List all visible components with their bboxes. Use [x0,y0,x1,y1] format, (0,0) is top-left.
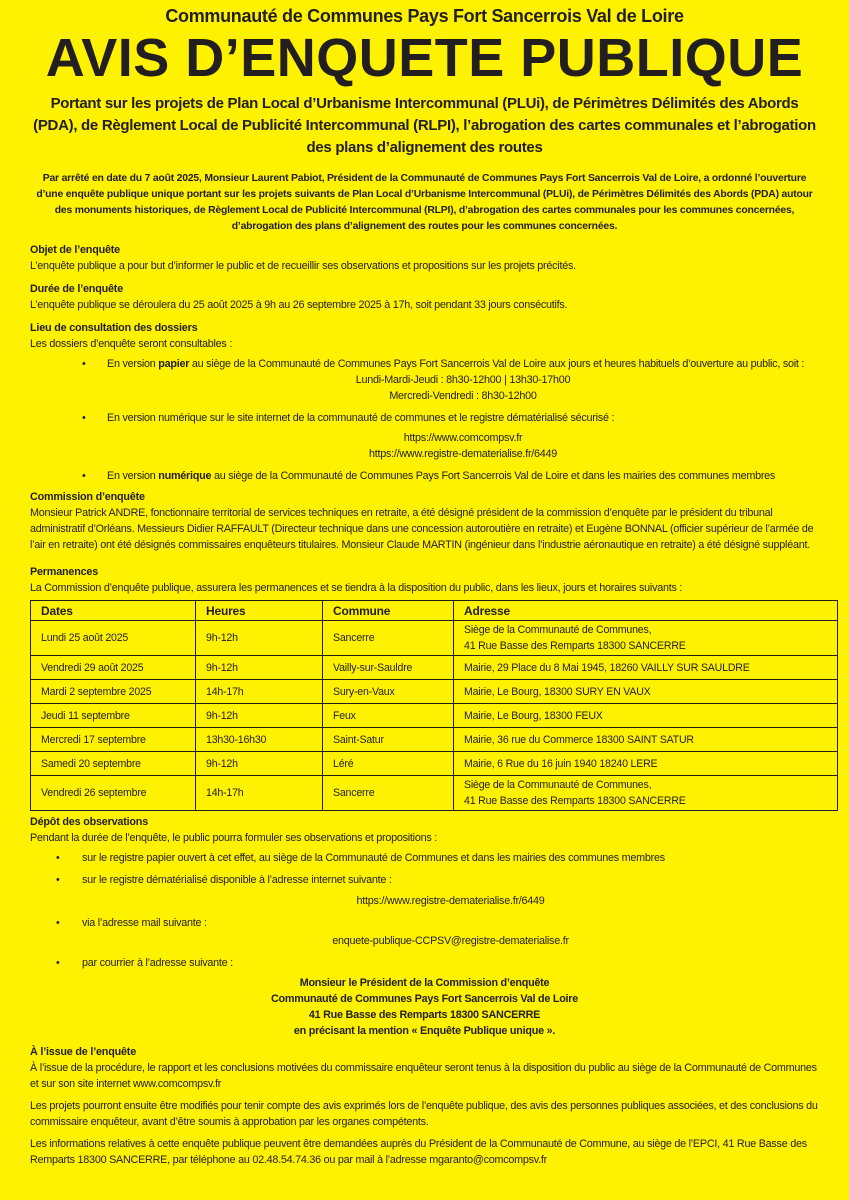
commune-cell: Vailly-sur-Sauldre [323,656,454,680]
section-heading: Durée de l’enquête [30,283,123,295]
notice-title: AVIS D’ENQUETE PUBLIQUE [45,28,804,88]
address-cell [454,728,838,752]
postal-address-line: 41 Rue Basse des Remparts 18300 SANCERRE [308,1009,541,1021]
section-text: Monsieur Patrick ANDRE, fonctionnaire territorial de services techniques en retraite, a été désigné président de la commission d’enquête par le président du tribunal administratif d’Orléans. Messieurs Didier RAFFAULT (Directeur technique dans une concession autoroutière en retraite) et Eugène BONNAL (officier supérieur de l’armée de l’air en retraite) ont été désignés commissaires enquêteurs titulaires. Monsieur Claude MARTIN (ingénieur dans l’industrie aéronautique en retraite) a été désigné suppléant. [30,507,814,551]
section-heading: Lieu de consultation des dossiers [30,322,198,334]
address-line: 41 Rue Basse des Remparts 18300 SANCERRE [464,640,686,652]
hours-cell: 9h-12h [196,621,323,656]
hours-cell: 13h30-16h30 [196,728,323,752]
intro-paragraph: Par arrêté en date du 7 août 2025, Monsieur Laurent Pabiot, Président de la Communauté de Communes Pays Fort Sancerrois Val de Loire, a ordonné l’ouverture d’une enquête publique unique portant sur les projets suivants de Plan Local d’Urbanisme Intercommunal (PLUi), de Périmètres Délimités des Abords (PDA) autour des monuments historiques, de Règlement Local de Publicité Intercommunal (RLPI), d’abrogation des cartes communales pour les communes concernées, d’abrogation des plans d’alignement des routes pour les communes concernées. [36,173,813,232]
table-row [31,752,838,776]
website-link[interactable]: https://www.comcompsv.fr [403,432,523,444]
section-lieu [30,321,819,484]
list-item [30,915,819,949]
hours-cell: 14h-17h [196,776,323,811]
text: par courrier à l’adresse suivante : [82,957,233,969]
text: En version [107,470,159,482]
column-header: Heures [196,601,323,621]
hours-cell: 9h-12h [196,656,323,680]
address-line: Siège de la Communauté de Communes, [464,624,652,636]
postal-address-line: Monsieur le Président de la Commission d’enquête [299,977,550,989]
hours-cell: 14h-17h [196,680,323,704]
opening-hours: Mercredi-Vendredi : 8h30-12h00 [389,390,537,402]
section-text: Les dossiers d’enquête seront consultables : [30,338,233,350]
commune-cell: Sancerre [323,776,454,811]
postal-address-line: en précisant la mention « Enquête Publique unique ». [293,1025,556,1037]
section-text: Les projets pourront ensuite être modifiés pour tenir compte des avis exprimés lors de l’enquête publique, des avis des personnes publiques associées, et des conclusions du commissaire enquêteur, avant d’être soumis à approbation par les organes compétents. [30,1100,818,1128]
registry-link[interactable]: https://www.registre-dematerialise.fr/6449 [368,448,558,460]
section-duree [30,282,819,313]
address-line: Mairie, Le Bourg, 18300 SURY EN VAUX [464,685,651,698]
text: sur le registre dématérialisé disponible à l’adresse internet suivante : [82,874,392,886]
section-text: À l’issue de la procédure, le rapport et les conclusions motivées du commissaire enquêteur seront tenus à la disposition du public au siège de la Communauté de Communes et sur son site internet www.comcompsv.fr [30,1062,817,1090]
section-text: L’enquête publique se déroulera du 25 août 2025 à 9h au 26 septembre 2025 à 17h, soit pendant 33 jours consécutifs. [30,299,568,311]
bullet-icon: • [82,358,86,370]
bullet-icon: • [56,852,60,864]
list-item [30,955,819,1039]
bullet-icon: • [56,874,60,886]
bullet-icon: • [56,917,60,929]
section-permanences [30,565,819,811]
section-issue [30,1045,819,1168]
table-row [31,728,838,752]
bullet-icon: • [82,470,86,482]
hours-cell: 9h-12h [196,752,323,776]
table-row [31,680,838,704]
section-commission [30,490,819,553]
address-line: Siège de la Communauté de Communes, [464,779,652,791]
section-text: Les informations relatives à cette enquête publique peuvent être demandées auprès du Président de la Communauté de Commune, au siège de l’EPCI, 41 Rue Basse des Remparts 18300 SANCERRE, par téléphone au 02.48.54.74.36 ou par mail à l’adresse mgaranto@comcompsv.fr [30,1138,807,1166]
column-header: Dates [31,601,196,621]
list-item [30,872,819,909]
text: au siège de la Communauté de Communes Pays Fort Sancerrois Val de Loire aux jours et heures habituels d’ouverture au public, soit : [189,358,805,370]
section-text: Pendant la durée de l’enquête, le public pourra formuler ses observations et propositions : [30,832,437,844]
section-heading: Commission d’enquête [30,491,145,503]
list-item [30,410,819,462]
section-heading: À l’issue de l’enquête [30,1046,136,1058]
text-bold: numérique [158,470,212,482]
opening-hours: Lundi-Mardi-Jeudi : 8h30-12h00 | 13h30-17h00 [355,374,571,386]
column-header: Adresse [454,601,838,621]
table-row [31,776,838,811]
organization-name: Communauté de Communes Pays Fort Sancerrois Val de Loire [165,6,684,26]
table-row [31,621,838,656]
address-line: 41 Rue Basse des Remparts 18300 SANCERRE [464,795,686,807]
commune-cell: Feux [323,704,454,728]
address-line: Mairie, 29 Place du 8 Mai 1945, 18260 VAILLY SUR SAULDRE [464,661,750,674]
bullet-icon: • [82,412,86,424]
registry-link[interactable]: https://www.registre-dematerialise.fr/6449 [356,895,545,907]
address-cell [454,752,838,776]
section-heading: Permanences [30,566,99,578]
address-cell [454,656,838,680]
section-text: L’enquête publique a pour but d’informer le public et de recueillir ses observations et propositions sur les projets précités. [30,260,576,272]
commune-cell: Léré [323,752,454,776]
address-cell [454,621,838,656]
email-link[interactable]: enquete-publique-CCPSV@registre-dematerialise.fr [332,935,569,947]
text: En version [107,358,159,370]
date-cell: Lundi 25 août 2025 [31,621,196,656]
bullet-icon: • [56,957,60,969]
permanences-table [30,600,838,811]
date-cell: Vendredi 26 septembre [31,776,196,811]
address-line: Mairie, 36 rue du Commerce 18300 SAINT SATUR [464,733,694,746]
list-item [30,356,819,404]
address-cell [454,776,838,811]
address-cell [454,704,838,728]
text: au siège de la Communauté de Communes Pays Fort Sancerrois Val de Loire et dans les mairies des communes membres [211,470,776,482]
text: via l’adresse mail suivante : [82,917,207,929]
date-cell: Vendredi 29 août 2025 [31,656,196,680]
section-objet [30,243,819,274]
address-line: Mairie, 6 Rue du 16 juin 1940 18240 LERE [464,757,658,770]
commune-cell: Sancerre [323,621,454,656]
date-cell: Samedi 20 septembre [31,752,196,776]
section-heading: Objet de l’enquête [30,244,120,256]
text: sur le registre papier ouvert à cet effet, au siège de la Communauté de Communes et dans les mairies des communes membres [82,852,665,864]
text: En version numérique sur le site internet de la communauté de communes et le registre dématérialisé sécurisé : [107,412,615,424]
table-row [31,704,838,728]
section-text: La Commission d’enquête publique, assurera les permanences et se tiendra à la disposition du public, dans les lieux, jours et horaires suivants : [30,582,683,594]
date-cell: Jeudi 11 septembre [31,704,196,728]
commune-cell: Sury-en-Vaux [323,680,454,704]
list-item [30,850,819,866]
notice-subtitle: Portant sur les projets de Plan Local d’Urbanisme Intercommunal (PLUi), de Périmètres Délimités des Abords (PDA), de Règlement Local de Publicité Intercommunal (RLPI), l’abrogation des cartes communales et l’abrogation des plans d’alignement des routes [33,95,816,156]
column-header: Commune [323,601,454,621]
date-cell: Mercredi 17 septembre [31,728,196,752]
section-heading: Dépôt des observations [30,816,148,828]
text-bold: papier [158,358,190,370]
hours-cell: 9h-12h [196,704,323,728]
section-depot [30,815,819,1039]
postal-address-line: Communauté de Communes Pays Fort Sancerrois Val de Loire [271,993,578,1005]
table-header-row [31,601,838,621]
list-item [30,468,819,484]
date-cell: Mardi 2 septembre 2025 [31,680,196,704]
address-cell [454,680,838,704]
commune-cell: Saint-Satur [323,728,454,752]
table-row [31,656,838,680]
address-line: Mairie, Le Bourg, 18300 FEUX [464,709,603,722]
